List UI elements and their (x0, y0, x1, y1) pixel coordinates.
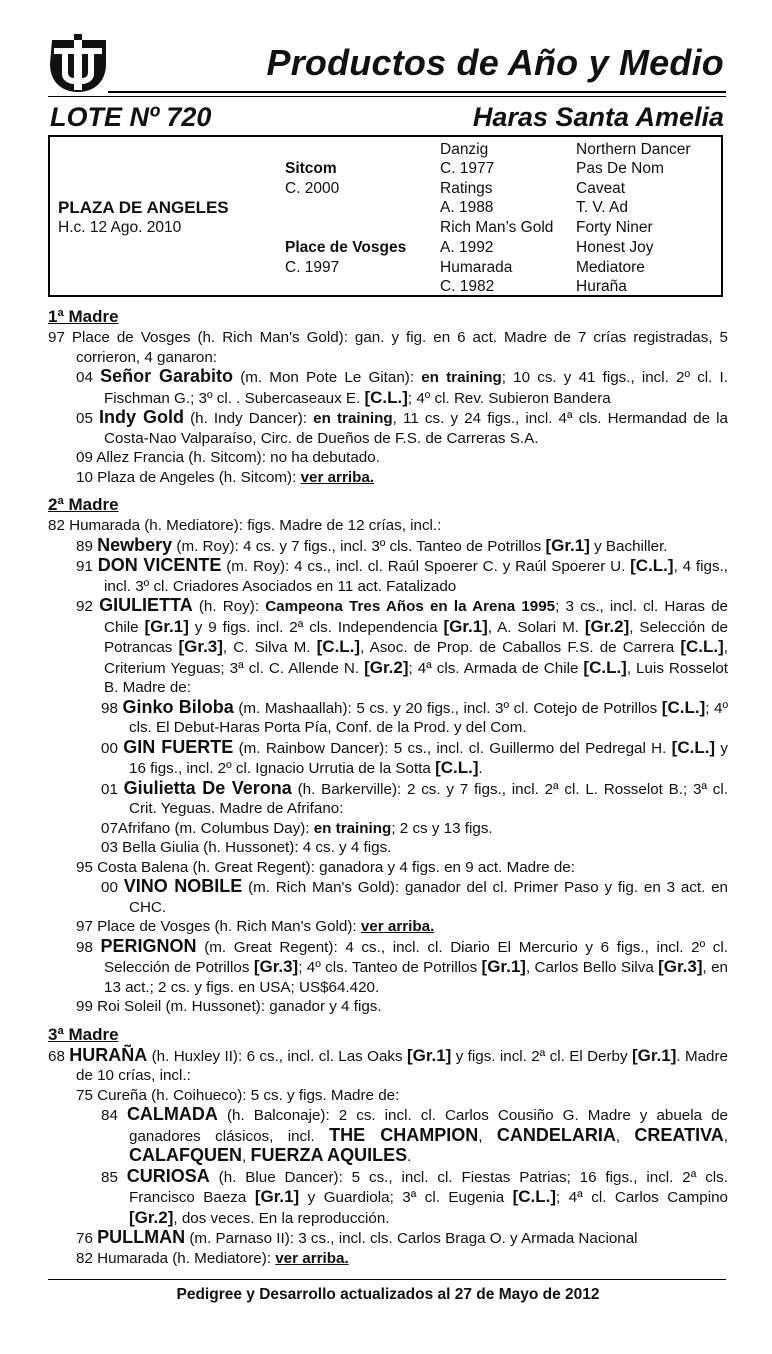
pedigree-table (48, 135, 723, 297)
great-grandparent: T. V. Ad (576, 199, 628, 216)
produce-entry: 92 GIULIETTA (h. Roy): Campeona Tres Años en la Arena 1995; 3 cs., incl. cl. Haras de Chile [Gr.1] y 9 figs. incl. 2ª cls. Independencia [Gr.1], A. Solari M. [Gr.2], Selección de Potrancas [Gr.3], C. Silva M. [C.L.], Asoc. de Prop. de Caballos F.S. de Carrera [C.L.], Criterium Yeguas; 3ª cl. C. Allende N. [Gr.2]; 4ª cls. Armada de Chile [C.L.], Luis Rosselot B. Madre de: (76, 595, 729, 696)
produce-entry: 91 DON VICENTE (m. Roy): 4 cs., incl. cl. Raúl Spoerer C. y Raúl Spoerer U. [C.L.], 4 figs., incl. 3º cl. Criadores Asociados en 11 act. Fatalizado (76, 555, 728, 595)
title-rule-thin (48, 96, 726, 97)
great-grandparent: Pas De Nom (576, 160, 664, 177)
page-title: Productos de Año y Medio (266, 42, 724, 83)
horse-info: H.c. 12 Ago. 2010 (58, 219, 182, 236)
produce-entry: 04 Señor Garabito (m. Mon Pote Le Gitan): en training; 10 cs. y 41 figs., incl. 2º cl. I. Fischman G.; 3º cl. . Subercaseaux E. [C.L.]; 4º cl. Rev. Subieron Bandera (76, 366, 728, 407)
produce-entry: 10 Plaza de Angeles (h. Sitcom): ver arriba. (76, 468, 375, 486)
title-rule (108, 91, 726, 93)
grandparent-1: Danzig (440, 141, 489, 158)
grandparent-2-year: A. 1988 (440, 199, 494, 216)
dam-name: Place de Vosges (285, 239, 407, 256)
produce-entry: 84 CALMADA (h. Balconaje): 2 cs. incl. cl. Carlos Cousiño G. Madre y abuela de ganadores clásicos, incl. THE CHAMPION, CANDELARIA, CREATIVA, CALAFQUEN, FUERZA AQUILES. (101, 1104, 728, 1165)
produce-entry: 95 Costa Balena (h. Great Regent): ganadora y 4 figs. en 9 act. Madre de: (76, 858, 575, 876)
produce-entry: 05 Indy Gold (h. Indy Dancer): en training, 11 cs. y 24 figs., incl. 4ª cls. Hermandad de la Costa-Nao Valparaíso, Circ. de Dueños de F.S. de Carreras S.A. (76, 407, 728, 447)
footer-rule (48, 1279, 726, 1280)
produce-entry: 07Afrifano (m. Columbus Day): en training; 2 cs y 13 figs. (101, 819, 493, 837)
family-text (48, 306, 728, 1268)
grandparent-4-year: C. 1982 (440, 278, 495, 295)
produce-entry: 76 PULLMAN (m. Parnaso II): 3 cs., incl. cls. Carlos Braga O. y Armada Nacional (76, 1227, 638, 1247)
produce-entry: 98 Ginko Biloba (m. Mashaallah): 5 cs. y 20 figs., incl. 3º cl. Cotejo de Potrillos [C.L.]; 4º cls. El Debut-Haras Porta Pía, Conf. de la Prod. y del Com. (101, 696, 728, 736)
produce-entry: 00 VINO NOBILE (m. Rich Man's Gold): ganador del cl. Primer Paso y fig. en 3 act. en CHC. (101, 876, 728, 916)
grandparent-3-year: A. 1992 (440, 239, 494, 256)
section-first-dam: 1ª Madre (48, 307, 119, 326)
grandparent-4: Humarada (440, 259, 513, 276)
produce-entry: 01 Giulietta De Verona (h. Barkerville): 2 cs. y 7 figs., incl. 2ª cl. L. Rosselot B.; 3ª cl. Crit. Yeguas. Madre de Afrifano: (101, 777, 728, 817)
great-grandparent: Honest Joy (576, 239, 654, 256)
produce-entry: 03 Bella Giulia (h. Hussonet): 4 cs. y 4 figs. (101, 839, 392, 856)
update-note: Pedigree y Desarrollo actualizados al 27 de Mayo de 2012 (176, 1286, 600, 1303)
produce-entry: 97 Place de Vosges (h. Rich Man's Gold): ver arriba. (76, 918, 435, 935)
see-above-link: ver arriba. (360, 918, 435, 935)
produce-entry: 00 GIN FUERTE (m. Rainbow Dancer): 5 cs., incl. cl. Guillermo del Pedregal H. [C.L.] y 16 figs., incl. 2º cl. Ignacio Urrutia de la Sotta [C.L.]. (101, 736, 728, 777)
horse-name: PLAZA DE ANGELES (58, 198, 229, 217)
sire-name: Sitcom (285, 160, 337, 177)
produce-entry: 89 Newbery (m. Roy): 4 cs. y 7 figs., incl. 3º cls. Tanteo de Potrillos [Gr.1] y Bachiller. (76, 534, 668, 555)
produce-entry: 98 PERIGNON (m. Great Regent): 4 cs., incl. cl. Diario El Mercurio y 6 figs., incl. 2º cl. Selección de Potrillos [Gr.3]; 4º cls. Tanteo de Potrillos [Gr.1], Carlos Bello Silva [Gr.3], en 13 act.; 2 cs. y figs. en USA; US$64.420. (76, 935, 728, 996)
great-grandparent: Caveat (576, 180, 626, 197)
produce-entry: 82 Humarada (h. Mediatore): ver arriba. (76, 1249, 349, 1267)
produce-entry: 85 CURIOSA (h. Blue Dancer): 5 cs., incl. cl. Fiestas Patrias; 16 figs., incl. 2ª cls. Francisco Baeza [Gr.1] y Guardiola; 3ª cl. Eugenia [C.L.]; 4ª cl. Carlos Campino [Gr.2], dos veces. En la reproducción. (101, 1165, 728, 1227)
grandparent-3: Rich Man’s Gold (440, 219, 554, 236)
great-grandparent: Mediatore (576, 259, 645, 276)
dam-entry: 68 HURAÑA (h. Huxley II): 6 cs., incl. cl. Las Oaks [Gr.1] y figs. incl. 2ª cl. El Derby [Gr.1]. Madre de 10 crías, incl.: (48, 1044, 728, 1084)
great-grandparent: Forty Niner (576, 219, 653, 236)
section-third-dam: 3ª Madre (48, 1024, 119, 1044)
studbook-logo-icon (48, 30, 108, 94)
grandparent-1-year: C. 1977 (440, 160, 495, 177)
stud-farm-name: Haras Santa Amelia (472, 102, 724, 132)
see-above-link: ver arriba. (275, 1249, 349, 1267)
great-grandparent: Huraña (576, 278, 627, 295)
dam-entry: 97 Place de Vosges (h. Rich Man's Gold): gan. y fig. en 6 act. Madre de 7 crías registradas, 5 corrieron, 4 ganaron: (48, 329, 728, 366)
dam-year: C. 1997 (285, 259, 340, 276)
lot-number: LOTE Nº 720 (50, 102, 212, 132)
dam-entry: 82 Humarada (h. Mediatore): figs. Madre de 12 crías, incl.: (48, 517, 442, 534)
produce-entry: 75 Cureña (h. Coihueco): 5 cs. y figs. Madre de: (76, 1086, 400, 1104)
grandparent-2: Ratings (440, 180, 493, 197)
section-second-dam: 2ª Madre (48, 495, 119, 514)
produce-entry: 99 Roi Soleil (m. Hussonet): ganador y 4 figs. (76, 998, 382, 1015)
produce-entry: 09 Allez Francia (h. Sitcom): no ha debutado. (76, 449, 380, 466)
great-grandparent: Northern Dancer (576, 141, 691, 158)
see-above-link: ver arriba. (300, 468, 375, 486)
sire-year: C. 2000 (285, 180, 340, 197)
